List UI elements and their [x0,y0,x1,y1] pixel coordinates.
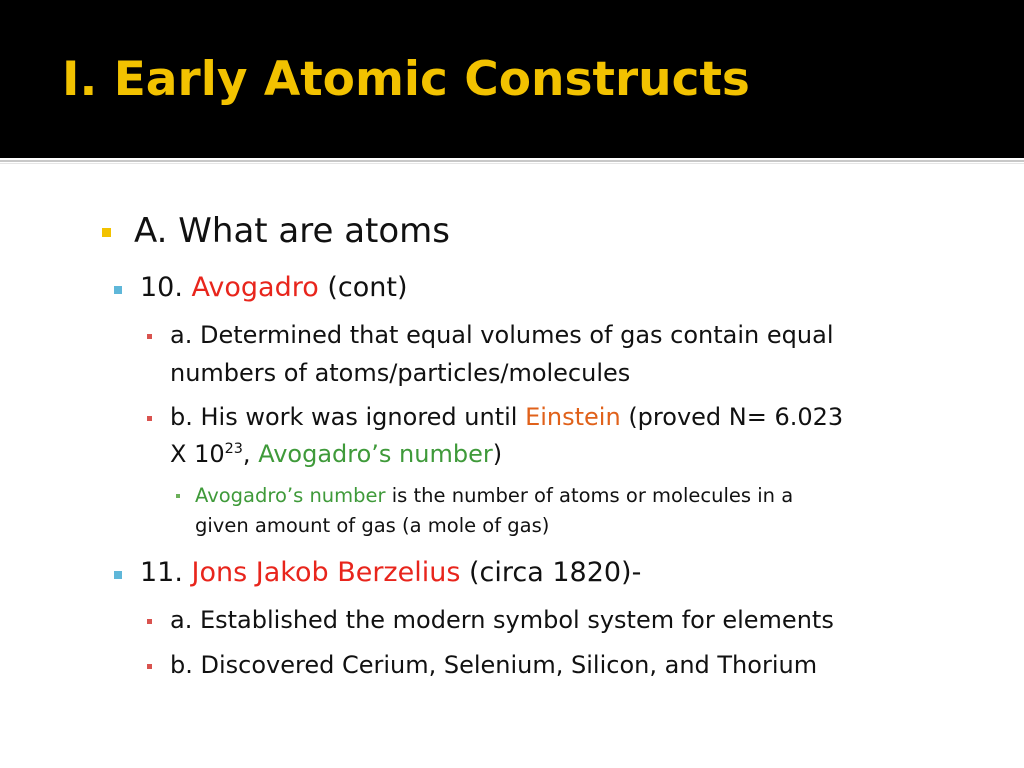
title-bar [0,0,1024,158]
item-10b-close: ) [492,440,503,468]
item-10b-prefix: b. His work was ignored until [170,403,526,431]
item-10a-line2: numbers of atoms/particles/molecules [170,359,631,387]
item-10b-sub-line1 [195,484,793,507]
item-10-prefix: 10. [140,272,192,303]
title-divider [0,160,1024,162]
level3-bullet-icon [147,416,152,421]
item-10-heading [140,272,408,303]
item-10b-line1 [170,403,843,431]
sub-rest: is the number of atoms or molecules in a [385,484,794,507]
level3-bullet-icon [147,664,152,669]
item-10b-term: Avogadro’s number [258,440,493,468]
item-10b-comma: , [242,440,259,468]
item-10a-line1: a. Determined that equal volumes of gas contain equal [170,321,834,349]
item-10-suffix: (cont) [318,272,408,303]
item-11-name: Jons Jakob Berzelius [191,557,461,588]
item-11a: a. Established the modern symbol system for elements [170,606,834,634]
level2-bullet-icon [114,286,122,294]
item-10b-suffix: (proved N= 6.023 [620,403,844,431]
item-10b-line2-prefix: X 10 [170,440,225,468]
item-10b-line2 [170,440,502,468]
item-11-suffix: (circa 1820)- [460,557,642,588]
title-divider-shadow [0,163,1024,164]
item-11-prefix: 11. [140,557,192,588]
level3-bullet-icon [147,334,152,339]
section-heading: A. What are atoms [134,211,451,251]
item-11b: b. Discovered Cerium, Selenium, Silicon, and Thorium [170,651,818,679]
level4-bullet-icon [176,494,180,498]
level3-bullet-icon [147,619,152,624]
level2-bullet-icon [114,571,122,579]
item-10-name: Avogadro [191,272,319,303]
item-10b-einstein: Einstein [525,403,621,431]
item-11-heading [140,557,641,588]
level1-bullet-icon [102,228,111,237]
sub-term: Avogadro’s number [195,484,386,507]
item-10b-exponent: 23 [224,441,243,457]
slide-title: I. Early Atomic Constructs [62,52,750,107]
item-10b-sub-line2: given amount of gas (a mole of gas) [195,514,550,537]
